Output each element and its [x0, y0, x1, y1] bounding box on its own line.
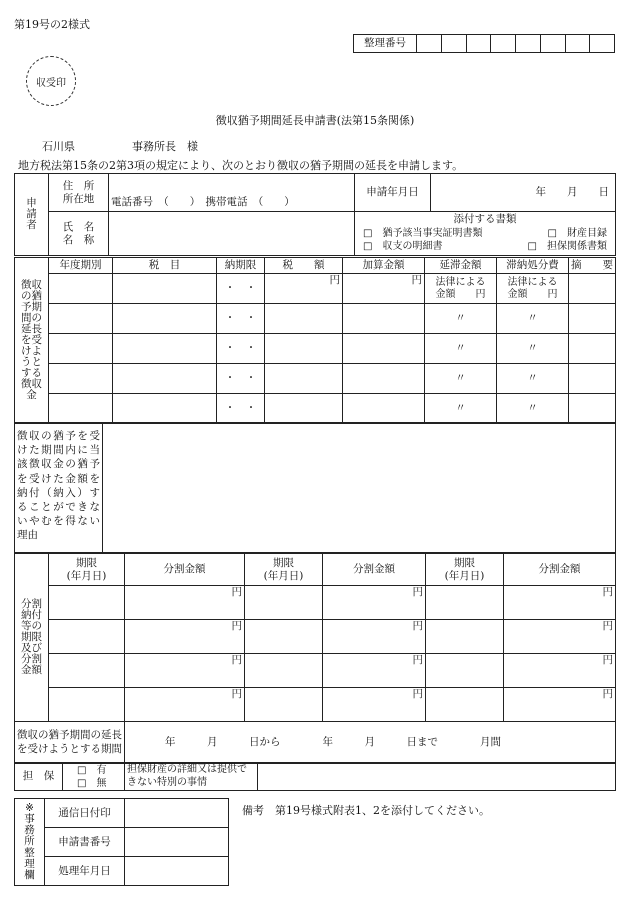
amount-cell[interactable]: 円 [323, 620, 426, 654]
installment-side-label: 分割納付等の期限及び分割金額 [15, 554, 49, 722]
header-kasan: 加算金額 [343, 258, 425, 274]
amount-cell[interactable]: 円 [504, 688, 616, 722]
nendo-cell[interactable] [49, 304, 113, 334]
name-label: 氏 名 名 称 [49, 212, 109, 256]
header-tekiyo: 摘 要 [569, 258, 616, 274]
shobun-cell[interactable]: 〃 [497, 334, 569, 364]
amount-header: 分割金額 [504, 554, 616, 586]
period-cell[interactable] [426, 654, 504, 688]
office-field[interactable] [125, 828, 229, 857]
period-cell[interactable] [426, 620, 504, 654]
amount-cell[interactable]: 円 [125, 654, 245, 688]
table-row [15, 688, 616, 722]
seiri-cell[interactable] [540, 35, 565, 53]
zeigaku-cell[interactable]: 円 [265, 274, 343, 304]
kasan-cell[interactable] [343, 394, 425, 424]
office-field[interactable] [125, 857, 229, 886]
shobun-cell[interactable]: 〃 [497, 304, 569, 334]
period-cell[interactable] [49, 688, 125, 722]
kasan-cell[interactable] [343, 334, 425, 364]
office-box [14, 798, 229, 886]
period-cell[interactable] [49, 654, 125, 688]
noukigen-cell[interactable]: ・ ・ [217, 364, 265, 394]
amount-cell[interactable]: 円 [504, 620, 616, 654]
office-row-label: 申請書番号 [45, 828, 125, 857]
date-label: 申請年月日 [355, 174, 431, 212]
period-cell[interactable] [245, 620, 323, 654]
law-label: 法律による [507, 277, 558, 288]
seiri-bangou-box [353, 34, 615, 53]
zeigaku-cell[interactable] [265, 364, 343, 394]
period-cell[interactable] [426, 688, 504, 722]
table-row [15, 394, 616, 424]
collateral-detail-field[interactable] [258, 763, 616, 791]
office-field[interactable] [125, 799, 229, 828]
zeimoku-cell[interactable] [113, 274, 217, 304]
tax-side-label: 徴収の猶予期間の延長を受けようとする徴収金 [15, 258, 49, 424]
table-row [15, 304, 616, 334]
zeimoku-cell[interactable] [113, 334, 217, 364]
date-field[interactable]: 年 月 日 [431, 174, 616, 212]
attach-checkbox-2[interactable]: □ 財産目録 [547, 228, 607, 240]
seiri-bangou-label: 整理番号 [354, 35, 417, 53]
table-row [15, 334, 616, 364]
zeigaku-cell[interactable] [265, 394, 343, 424]
table-row [15, 654, 616, 688]
collateral-label: 担 保 [15, 763, 63, 791]
table-row [15, 586, 616, 620]
collateral-table [14, 762, 616, 791]
attach-checkbox-3[interactable]: □ 収支の明細書 [363, 241, 443, 253]
seiri-cell[interactable] [441, 35, 466, 53]
collateral-no-checkbox[interactable]: □ 無 [77, 777, 107, 789]
entai-cell[interactable]: 〃 [425, 304, 497, 334]
period-header: 期限 (年月日) [426, 554, 504, 586]
zeimoku-cell[interactable] [113, 304, 217, 334]
amount-cell[interactable]: 円 [125, 586, 245, 620]
seiri-cell[interactable] [590, 35, 615, 53]
collateral-detail-label: 担保財産の詳細又は提供できない特別の事情 [125, 763, 258, 791]
collateral-yes-checkbox[interactable]: □ 有 [77, 764, 107, 776]
address-office: 事務所長 様 [132, 140, 198, 153]
extension-label: 徴収の猶予期間の延長を受けようとする期間 [15, 722, 125, 764]
amount-cell[interactable]: 円 [323, 654, 426, 688]
zeigaku-cell[interactable] [265, 304, 343, 334]
phone-label: 電話番号 （ ） 携帯電話 （ ） [111, 195, 295, 208]
nendo-cell[interactable] [49, 274, 113, 304]
amount-cell[interactable]: 円 [323, 586, 426, 620]
office-side-label: ※ 事 務 所 整 理 欄 [15, 799, 45, 886]
zeigaku-cell[interactable] [265, 334, 343, 364]
period-cell[interactable] [245, 688, 323, 722]
kasan-cell[interactable] [343, 364, 425, 394]
entai-cell[interactable]: 〃 [425, 334, 497, 364]
table-row [15, 620, 616, 654]
noukigen-cell[interactable]: ・ ・ [217, 274, 265, 304]
period-header: 期限 (年月日) [49, 554, 125, 586]
stamp-label: 収受印 [36, 77, 66, 89]
header-nendo: 年度期別 [49, 258, 113, 274]
amount-header: 分割金額 [323, 554, 426, 586]
form-title: 徴収猶予期間延長申請書(法第15条関係) [215, 114, 415, 127]
nendo-cell[interactable] [49, 364, 113, 394]
name-field[interactable] [109, 212, 355, 256]
noukigen-cell[interactable]: ・ ・ [217, 334, 265, 364]
table-row [15, 364, 616, 394]
tekiyo-cell[interactable] [569, 334, 616, 364]
shobun-cell[interactable]: 〃 [497, 364, 569, 394]
attach-checkbox-4[interactable]: □ 担保関係書類 [527, 241, 607, 253]
applicant-table [14, 173, 616, 256]
noukigen-cell[interactable]: ・ ・ [217, 304, 265, 334]
tekiyo-cell[interactable] [569, 364, 616, 394]
amount-cell[interactable]: 円 [125, 620, 245, 654]
header-zeigaku: 税 額 [265, 258, 343, 274]
law-label: 金額 円 [435, 288, 486, 300]
intro-text: 地方税法第15条の2第3項の規定により、次のとおり徴収の猶予期間の延長を申請します。 [18, 159, 464, 172]
address-label: 住 所 所在地 [49, 174, 109, 212]
seiri-cell[interactable] [516, 35, 541, 53]
amount-cell[interactable]: 円 [125, 688, 245, 722]
address-pref: 石川県 [42, 140, 75, 153]
shobun-cell[interactable] [497, 274, 569, 304]
law-label: 法律による [435, 277, 486, 288]
entai-cell[interactable]: 〃 [425, 394, 497, 424]
amount-header: 分割金額 [125, 554, 245, 586]
office-row-label: 処理年月日 [45, 857, 125, 886]
zeimoku-cell[interactable] [113, 394, 217, 424]
nendo-cell[interactable] [49, 394, 113, 424]
amount-cell[interactable]: 円 [323, 688, 426, 722]
installment-table [14, 553, 616, 722]
extension-table [14, 721, 616, 764]
seiri-cell[interactable] [491, 35, 516, 53]
tekiyo-cell[interactable] [569, 304, 616, 334]
entai-cell[interactable]: 〃 [425, 364, 497, 394]
period-cell[interactable] [49, 620, 125, 654]
law-label: 金額 円 [507, 288, 558, 300]
amount-cell[interactable]: 円 [504, 586, 616, 620]
attach-title: 添付する書類 [355, 212, 616, 226]
period-cell[interactable] [426, 586, 504, 620]
zeimoku-cell[interactable] [113, 364, 217, 394]
extension-field[interactable]: 年 月 日から 年 月 日まで 月間 [125, 722, 616, 764]
nendo-cell[interactable] [49, 334, 113, 364]
reason-label: 徴収の猶予を受けた期間内に当該徴収金の猶予を受けた金額を納付（納入）することができないやむを得ない理由 [15, 423, 103, 553]
period-cell[interactable] [49, 586, 125, 620]
entai-cell[interactable] [425, 274, 497, 304]
receipt-stamp [26, 56, 76, 106]
note-text: 備考 第19号様式附表1、2を添付してください。 [242, 804, 490, 817]
address-field[interactable] [109, 174, 355, 212]
form-number: 第19号の2様式 [14, 18, 90, 31]
period-header: 期限 (年月日) [245, 554, 323, 586]
seiri-cell[interactable] [466, 35, 491, 53]
header-zeimoku: 税 目 [113, 258, 217, 274]
header-shobun: 滞納処分費 [497, 258, 569, 274]
header-entai: 延滞金額 [425, 258, 497, 274]
table-row [15, 274, 616, 304]
noukigen-cell[interactable]: ・ ・ [217, 394, 265, 424]
amount-cell[interactable]: 円 [504, 654, 616, 688]
reason-table [14, 422, 616, 553]
tax-table [14, 257, 616, 424]
reason-field[interactable] [103, 423, 616, 553]
attach-checkbox-1[interactable]: □ 猶予該当事実証明書類 [363, 228, 483, 240]
applicant-side-label: 申 請 者 [15, 174, 49, 256]
collateral-options [63, 763, 125, 791]
shobun-cell[interactable]: 〃 [497, 394, 569, 424]
kasan-cell[interactable]: 円 [343, 274, 425, 304]
seiri-cell[interactable] [417, 35, 442, 53]
office-row-label: 通信日付印 [45, 799, 125, 828]
period-cell[interactable] [245, 654, 323, 688]
period-cell[interactable] [245, 586, 323, 620]
attach-list [355, 226, 616, 256]
seiri-cell[interactable] [565, 35, 590, 53]
header-noukigen: 納期限 [217, 258, 265, 274]
tekiyo-cell[interactable] [569, 274, 616, 304]
tekiyo-cell[interactable] [569, 394, 616, 424]
kasan-cell[interactable] [343, 304, 425, 334]
